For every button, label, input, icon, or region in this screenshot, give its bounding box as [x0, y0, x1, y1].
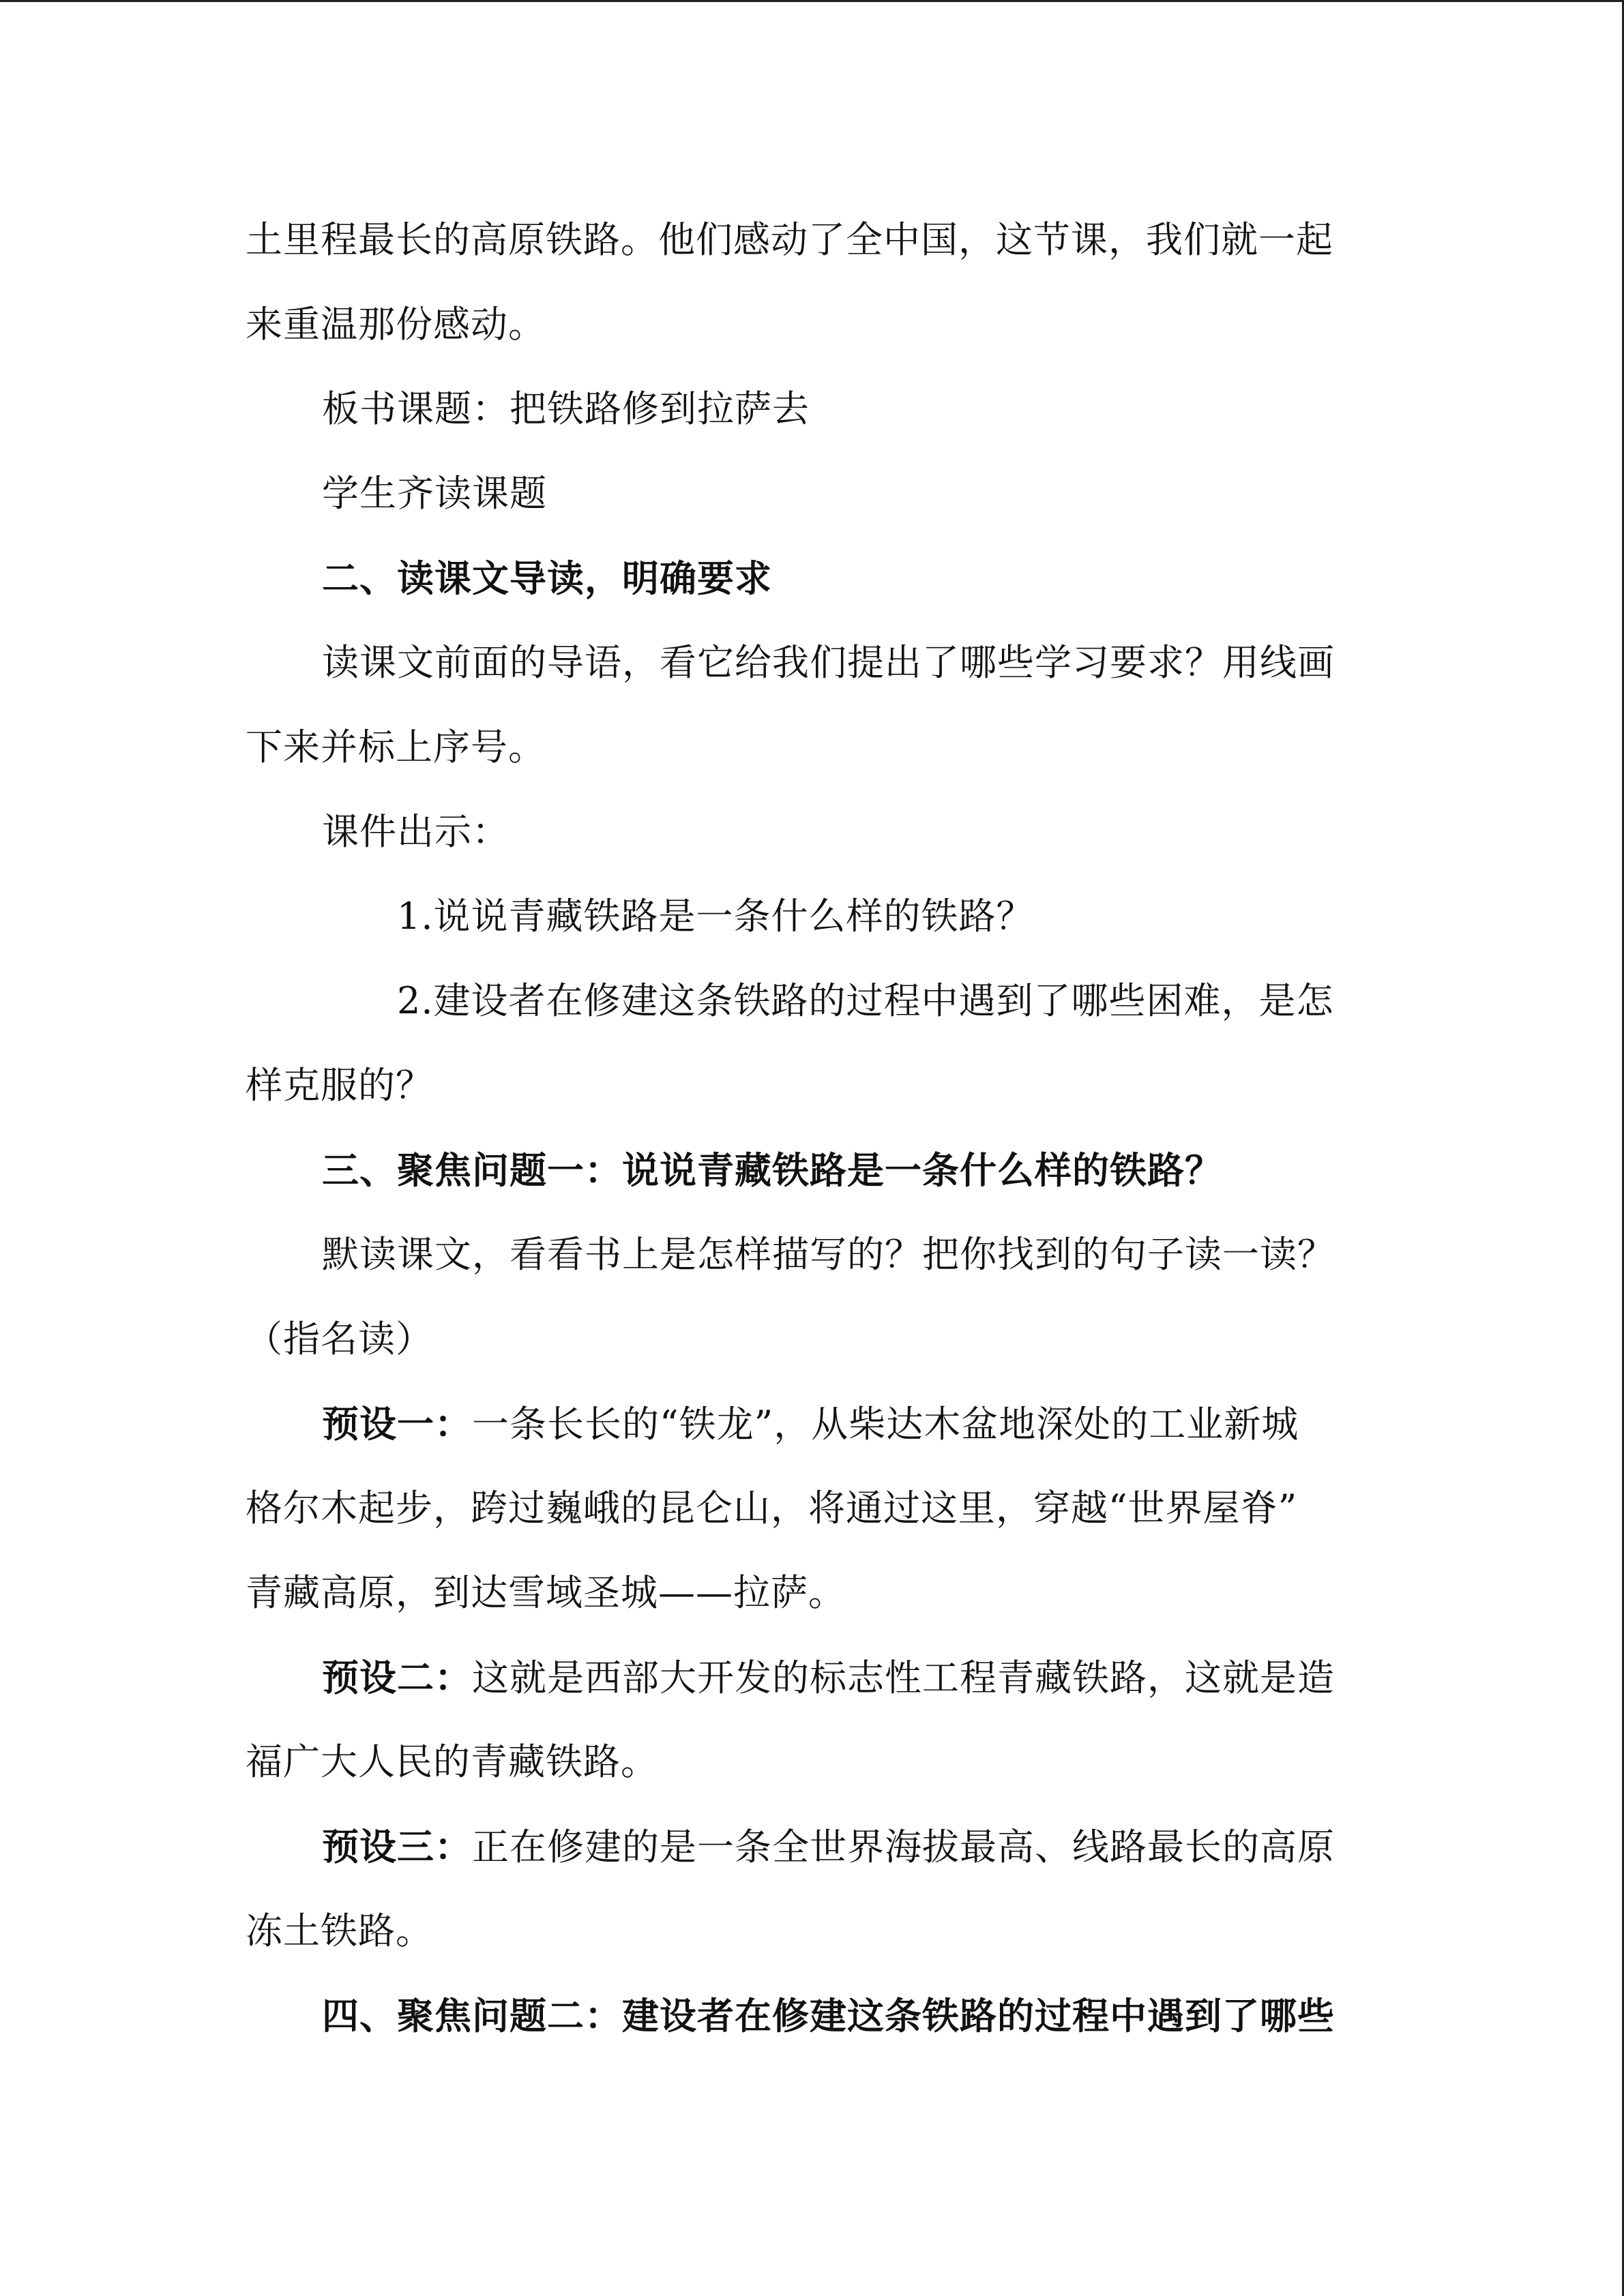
paragraph-line: 默读课文，看看书上是怎样描写的？把你找到的句子读一读？ [322, 1233, 1335, 1276]
list-item: 2.建设者在修建这条铁路的过程中遇到了哪些困难，是怎 [397, 979, 1334, 1022]
preset-label: 预设一： [322, 1402, 472, 1446]
section-heading: 二、读课文导读，明确要求 [322, 556, 772, 600]
preset-paragraph [246, 1635, 1354, 1720]
paragraph-line: 冻土铁路。 [246, 1909, 433, 1952]
preset-paragraph [246, 1382, 1354, 1466]
preset-text: 这就是西部大开发的标志性工程青藏铁路，这就是造 [472, 1656, 1335, 1699]
paragraph-line: 青藏高原，到达雪域圣城——拉萨。 [246, 1571, 846, 1614]
list-item: 1.说说青藏铁路是一条什么样的铁路？ [397, 895, 1034, 938]
paragraph-line: 课件出示： [322, 810, 510, 853]
preset-label: 预设三： [322, 1825, 472, 1868]
section-heading: 四、聚焦问题二：建设者在修建这条铁路的过程中遇到了哪些 [322, 1994, 1335, 2038]
paragraph-line: 格尔木起步，跨过巍峨的昆仑山，将通过这里，穿越“世界屋脊” [246, 1487, 1298, 1530]
paragraph-line: 板书课题：把铁路修到拉萨去 [322, 387, 810, 430]
paragraph-line: 土里程最长的高原铁路。他们感动了全中国，这节课，我们就一起 [246, 218, 1333, 261]
section-heading: 三、聚焦问题一：说说青藏铁路是一条什么样的铁路？ [322, 1148, 1222, 1192]
preset-text: 一条长长的“铁龙”，从柴达木盆地深处的工业新城 [472, 1403, 1299, 1446]
paragraph-line: （指名读） [246, 1317, 433, 1360]
page-border-top [0, 0, 1624, 2]
preset-label: 预设二： [322, 1656, 472, 1699]
paragraph-line: 来重温那份感动。 [246, 303, 546, 346]
preset-paragraph [246, 1804, 1354, 1889]
paragraph-line: 下来并标上序号。 [246, 726, 546, 769]
paragraph-line: 学生齐读课题 [322, 472, 547, 515]
document-body [246, 198, 1354, 2058]
paragraph-line: 样克服的？ [246, 1064, 433, 1107]
paragraph-line: 福广大人民的青藏铁路。 [246, 1740, 658, 1783]
preset-text: 正在修建的是一条全世界海拔最高、线路最长的高原 [472, 1825, 1335, 1868]
paragraph-line: 读课文前面的导语，看它给我们提出了哪些学习要求？用线画 [322, 641, 1335, 684]
